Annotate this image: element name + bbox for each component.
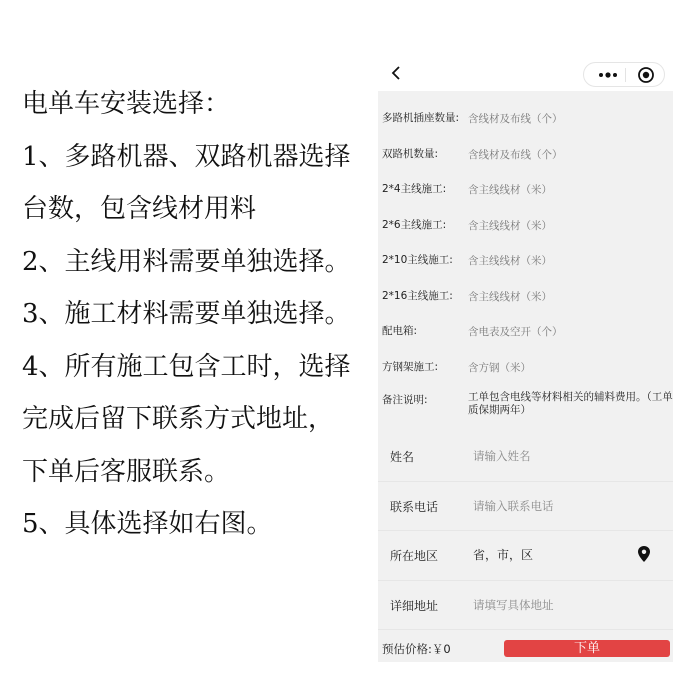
option-row[interactable]: [378, 101, 673, 137]
promo-line: 完成后留下联系方式地址，: [22, 404, 335, 434]
phone-input[interactable]: [473, 493, 653, 519]
promo-line: 5、具体选择如右图。: [22, 509, 273, 539]
promo-line: 台数，包含线材用料: [22, 194, 257, 224]
promo-text: [22, 78, 377, 551]
phone-label: 联系电话: [390, 499, 439, 514]
option-hint[interactable]: 含主线线材（米）: [468, 290, 552, 303]
footer-bar: [378, 635, 673, 662]
chevron-left-icon[interactable]: [388, 63, 406, 83]
phone-row: [378, 482, 673, 532]
option-row[interactable]: [378, 172, 673, 208]
promo-line: 2、主线用料需要单独选择。: [22, 246, 351, 277]
nav-bar: [378, 55, 673, 91]
option-hint[interactable]: 含方钢（米）: [468, 361, 531, 374]
name-label: 姓名: [390, 450, 415, 464]
menu-capsule: [583, 62, 665, 87]
option-row[interactable]: [378, 243, 673, 279]
option-list: [378, 101, 673, 425]
option-label: 双路机数量:: [382, 147, 439, 160]
order-button[interactable]: 下单: [504, 640, 670, 657]
capsule-divider: [625, 68, 626, 82]
option-row[interactable]: [378, 208, 673, 244]
promo-line: 4、所有施工包含工时，选择: [22, 351, 351, 382]
region-row[interactable]: [378, 531, 673, 581]
note-label: 备注说明:: [382, 394, 428, 406]
option-label: 方钢架施工:: [382, 360, 439, 373]
estimated-price: 预估价格:￥0: [382, 642, 451, 656]
region-picker[interactable]: 省，市，区: [473, 548, 534, 562]
phone-screen: [378, 55, 673, 662]
target-icon[interactable]: [637, 66, 655, 84]
region-label: 所在地区: [390, 549, 439, 563]
name-input[interactable]: [473, 443, 653, 469]
option-row[interactable]: [378, 350, 673, 386]
option-label: 2*16主线施工:: [382, 289, 453, 302]
option-label: 多路机插座数量:: [382, 112, 460, 124]
option-row[interactable]: [378, 279, 673, 315]
promo-line: 1、多路机器、双路机器选择: [22, 141, 351, 172]
option-row[interactable]: [378, 137, 673, 173]
location-pin-icon[interactable]: [637, 545, 651, 563]
option-label: 配电箱:: [382, 325, 418, 337]
more-dots-icon[interactable]: [596, 67, 620, 83]
option-label: 2*6主线施工:: [382, 218, 447, 231]
option-hint[interactable]: 含主线线材（米）: [468, 219, 552, 232]
address-input[interactable]: [473, 592, 653, 618]
option-label: 2*10主线施工:: [382, 254, 453, 266]
promo-line-title: 电单车安装选择：: [22, 89, 231, 119]
option-row[interactable]: [378, 314, 673, 350]
name-row: [378, 432, 673, 482]
option-hint[interactable]: 含线材及布线（个）: [468, 113, 563, 125]
option-hint[interactable]: 含主线线材（米）: [468, 255, 552, 267]
option-label: 2*4主线施工:: [382, 183, 447, 195]
contact-form: [378, 432, 673, 630]
promo-line: 3、施工材料需要单独选择。: [22, 299, 351, 329]
note-row: [378, 385, 673, 425]
note-text: 工单包含电线等材料相关的辅料费用。（工单质保期两年）: [468, 391, 673, 416]
option-hint[interactable]: 含线材及布线（个）: [468, 148, 563, 161]
option-hint[interactable]: 含电表及空开（个）: [468, 326, 563, 338]
promo-line: 下单后客服联系。: [22, 456, 231, 487]
option-hint[interactable]: 含主线线材（米）: [468, 184, 552, 196]
address-label: 详细地址: [390, 598, 439, 613]
address-row: [378, 581, 673, 631]
